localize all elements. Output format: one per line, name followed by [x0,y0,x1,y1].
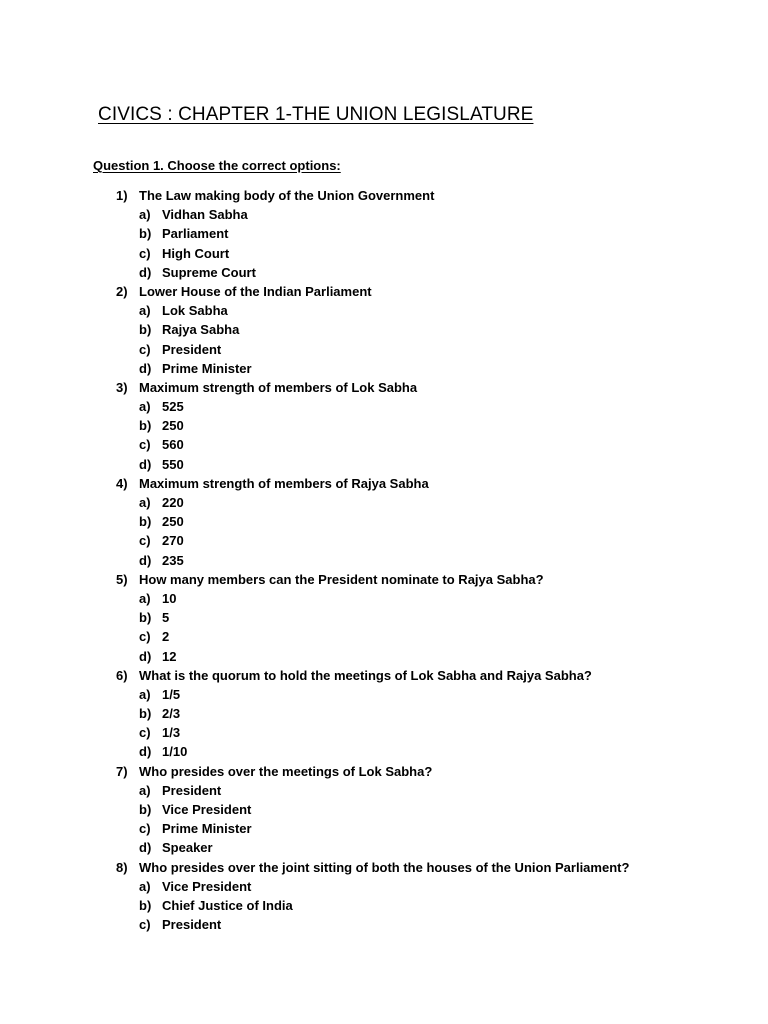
question-item [0,474,768,493]
option-item [0,416,768,435]
option-letter: c) [139,437,151,453]
option-text: Prime Minister [162,360,252,376]
question-text: What is the quorum to hold the meetings of Lok Sabha and Rajya Sabha? [139,667,592,683]
option-letter: b) [139,514,152,530]
question-text: Maximum strength of members of Lok Sabha [139,379,418,395]
question-number: 3) [116,379,128,395]
option-text: Vice President [162,802,252,817]
question-number: 1) [116,188,128,203]
question-number: 7) [116,763,128,779]
option-text: 12 [162,648,177,664]
section-heading: Question 1. Choose the correct options: [93,158,341,173]
question-text: How many members can the President nominate to Rajya Sabha? [139,571,544,587]
question-text: Who presides over the joint sitting of both the houses of the Union Parliament? [139,859,630,875]
option-text: Rajya Sabha [162,322,240,338]
option-item [0,647,768,666]
option-item [0,224,768,243]
question-text: Who presides over the meetings of Lok Sabha? [139,763,433,779]
question-item [0,666,768,685]
option-item [0,301,768,320]
option-text: Vice President [162,878,252,894]
option-letter: c) [139,725,151,741]
option-item [0,915,768,934]
option-text: Lok Sabha [162,303,228,319]
question-number: 6) [116,667,128,683]
option-text: Supreme Court [162,264,256,280]
option-item [0,685,768,704]
option-text: Parliament [162,226,229,242]
question-number: 5) [116,571,128,587]
option-letter: a) [139,207,151,223]
option-text: Prime Minister [162,821,252,837]
question-number: 8) [116,859,128,875]
option-item [0,512,768,531]
question-number: 2) [116,283,128,299]
option-letter: a) [139,590,151,606]
option-text: 220 [162,495,184,510]
option-item [0,205,768,224]
option-item [0,493,768,512]
option-text: 550 [162,456,184,472]
option-item [0,838,768,857]
option-letter: c) [139,917,151,933]
option-text: Chief Justice of India [162,897,293,913]
option-text: 250 [162,514,184,530]
option-item [0,896,768,915]
option-item [0,551,768,570]
option-text: 235 [162,552,184,568]
option-letter: d) [139,360,152,376]
option-text: 560 [162,437,184,453]
question-item [0,378,768,397]
option-letter: a) [139,495,151,510]
option-letter: b) [139,226,152,242]
question-number: 4) [116,475,128,491]
option-item [0,781,768,800]
option-item [0,608,768,627]
page-title: CIVICS : CHAPTER 1-THE UNION LEGISLATURE [98,104,534,125]
option-item [0,263,768,282]
option-text: 10 [162,590,177,606]
option-letter: b) [139,418,152,434]
option-item [0,877,768,896]
option-item [0,359,768,378]
option-item [0,340,768,359]
option-letter: a) [139,686,151,702]
option-text: President [162,782,222,798]
option-text: President [162,917,222,933]
option-letter: a) [139,782,151,798]
option-letter: c) [139,821,151,837]
option-letter: d) [139,840,152,856]
option-item [0,704,768,723]
option-text: 250 [162,418,184,434]
option-letter: b) [139,802,152,817]
option-text: 1/3 [162,725,181,741]
option-item [0,819,768,838]
question-text: The Law making body of the Union Government [139,188,435,203]
option-letter: d) [139,552,152,568]
option-letter: d) [139,648,152,664]
option-text: 270 [162,533,184,549]
question-text: Maximum strength of members of Rajya Sabha [139,475,429,491]
option-text: 2 [162,629,170,645]
option-text: 5 [162,610,170,626]
question-item [0,186,768,205]
question-text: Lower House of the Indian Parliament [139,283,372,299]
option-letter: d) [139,264,152,280]
option-text: Vidhan Sabha [162,207,248,223]
option-item [0,800,768,819]
option-item [0,589,768,608]
option-letter: b) [139,322,152,338]
option-item [0,742,768,761]
question-item [0,570,768,589]
option-letter: b) [139,706,152,722]
option-letter: b) [139,897,152,913]
option-item [0,320,768,339]
option-letter: a) [139,399,151,415]
option-item [0,397,768,416]
option-item [0,244,768,263]
option-letter: d) [139,456,152,472]
option-letter: c) [139,245,151,261]
option-letter: a) [139,303,151,319]
option-text: Speaker [162,840,213,856]
option-text: High Court [162,245,230,261]
option-text: President [162,341,222,357]
option-text: 525 [162,399,184,415]
question-item [0,282,768,301]
option-letter: d) [139,744,152,760]
option-item [0,723,768,742]
question-item [0,762,768,781]
option-letter: c) [139,341,151,357]
option-text: 2/3 [162,706,181,722]
question-list [0,186,768,934]
option-letter: b) [139,610,152,626]
question-item [0,858,768,877]
option-item [0,455,768,474]
option-text: 1/10 [162,744,188,760]
option-item [0,627,768,646]
option-item [0,531,768,550]
option-text: 1/5 [162,686,181,702]
option-item [0,435,768,454]
option-letter: c) [139,533,151,549]
option-letter: a) [139,878,151,894]
option-letter: c) [139,629,151,645]
